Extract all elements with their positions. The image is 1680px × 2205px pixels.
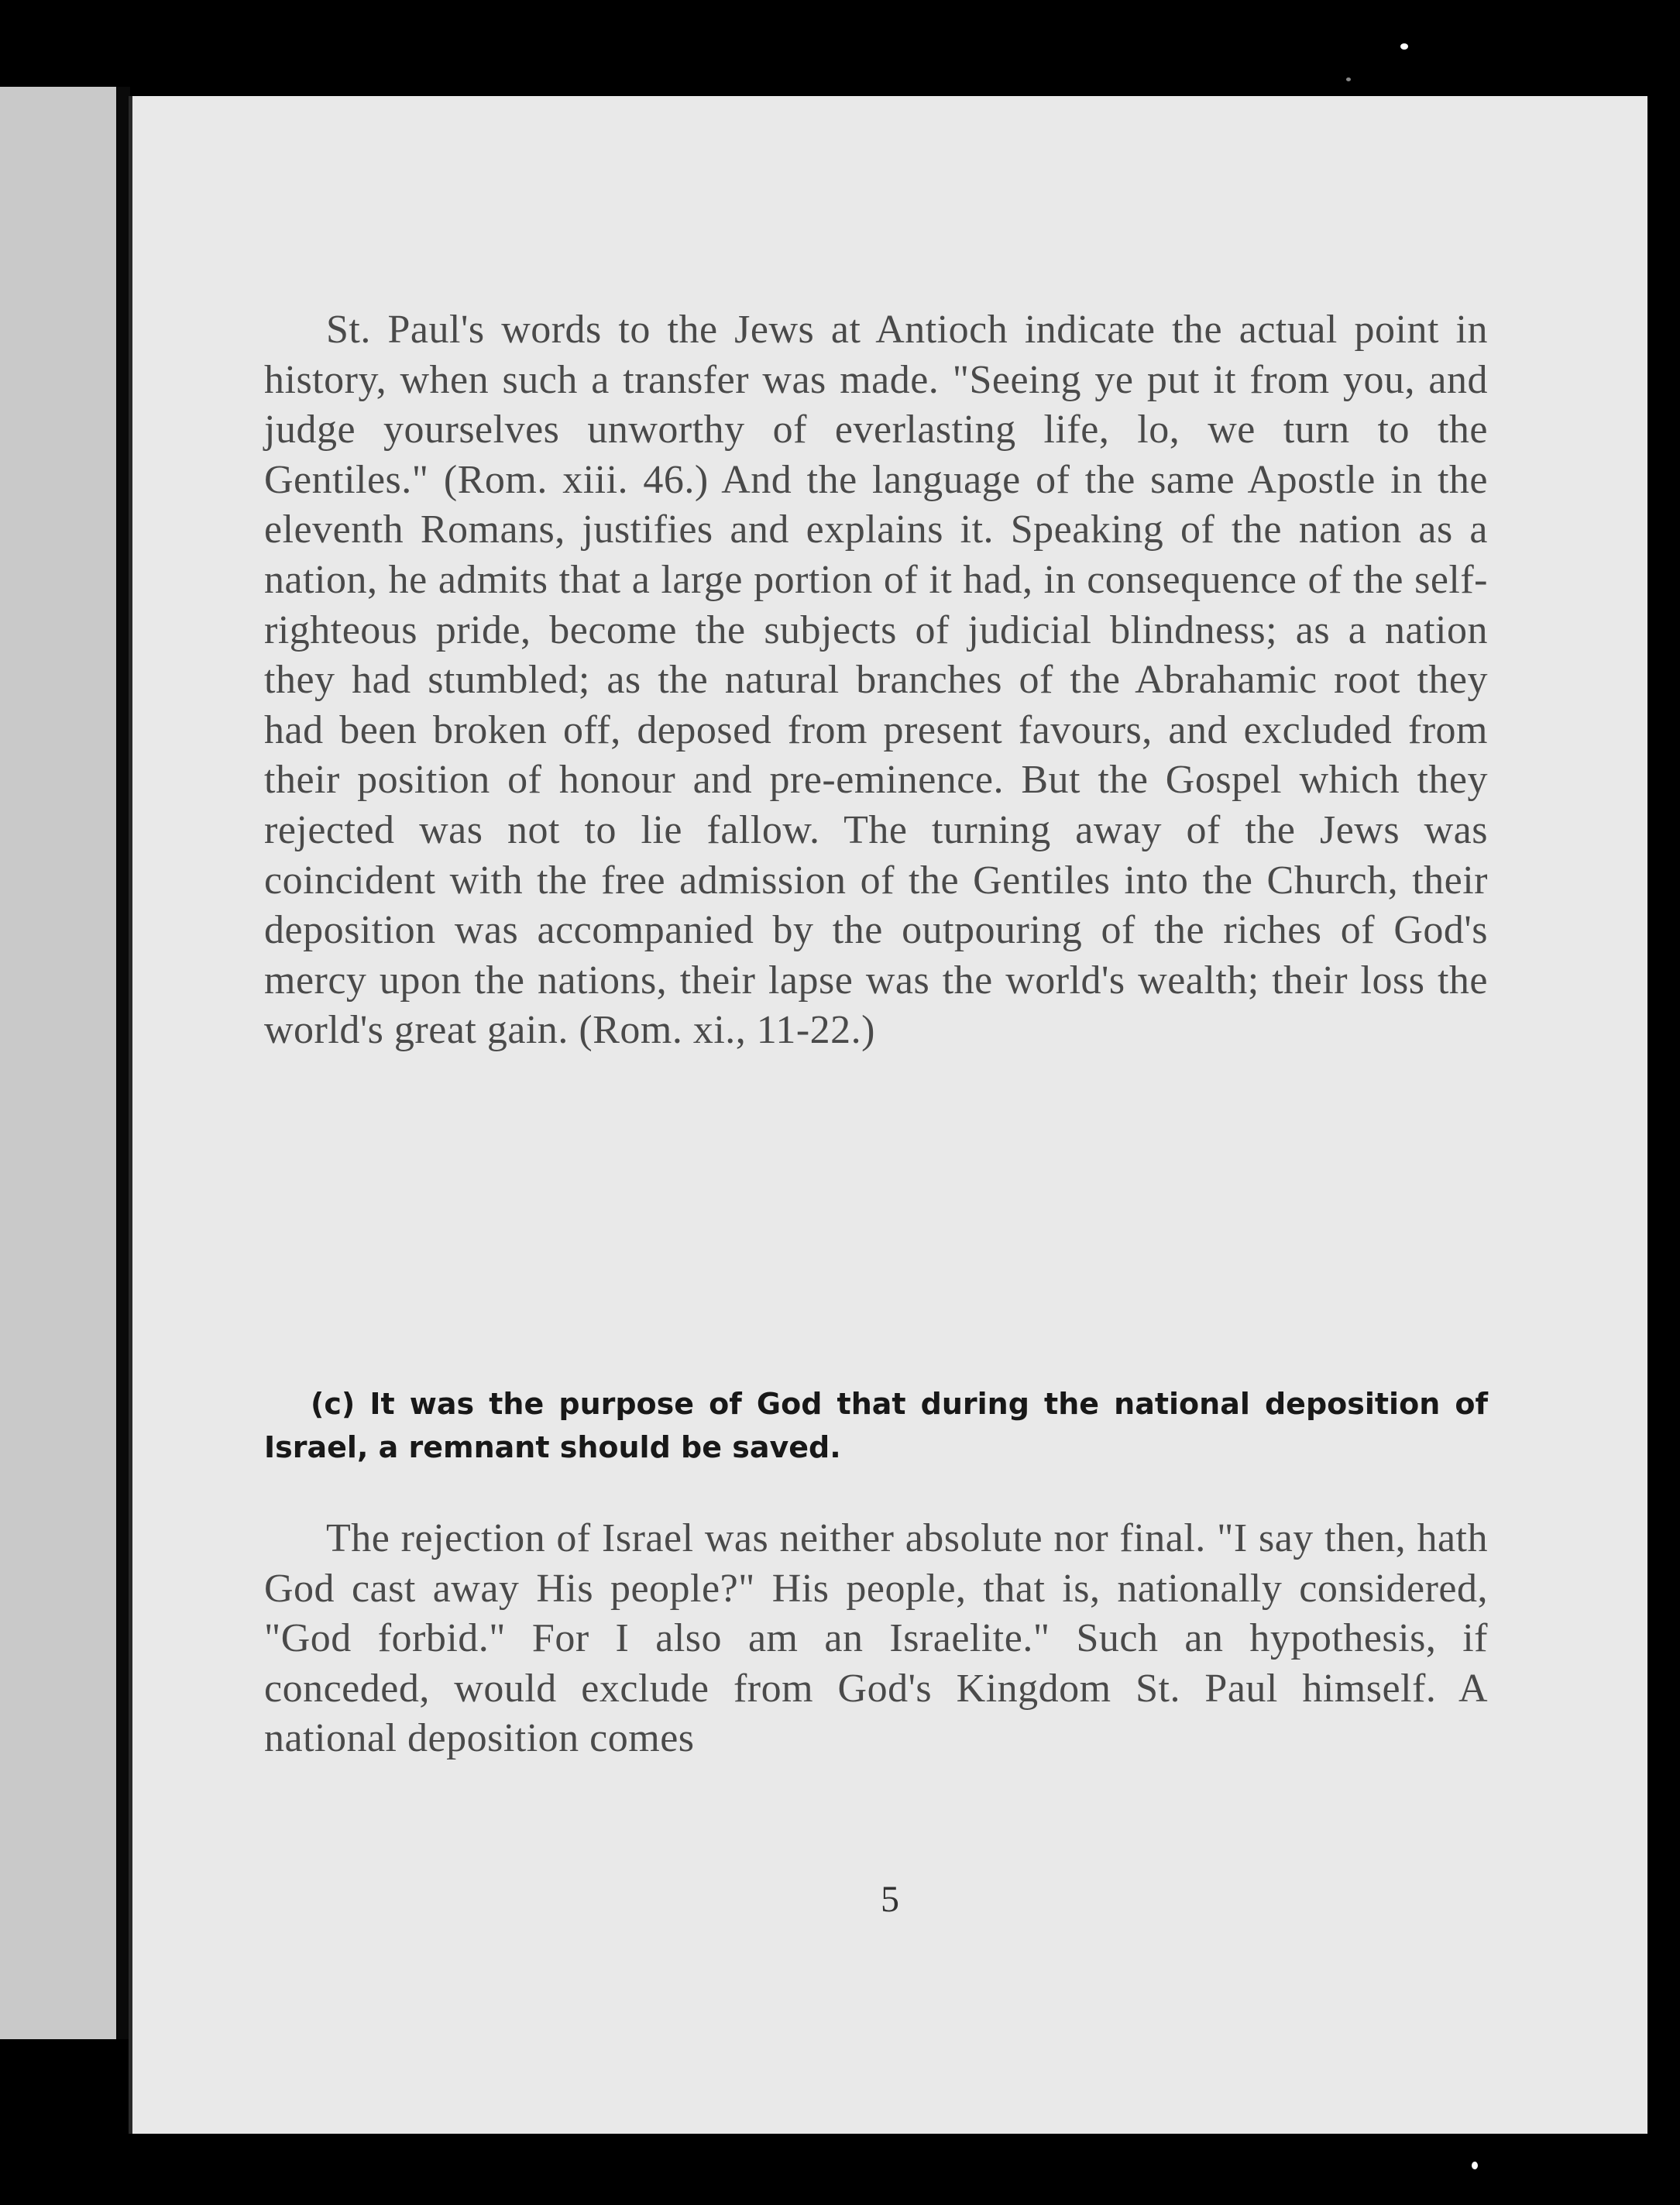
film-speck [1400, 43, 1408, 50]
book-page [129, 96, 1647, 2134]
body-paragraph-1: St. Paul's words to the Jews at Antioch indicate the actual point in history, when such a transfer was made. "Seeing ye put it from you, and judge yourselves unworthy of everlasting life, lo, we turn to the Gentiles." (Rom. xiii. 46.) And the language of the same Apostle in the eleventh Romans, justifies and explains it. Speaking of the nation as a nation, he admits that a large portion of it had, in consequence of the self-righteous pride, become the subjects of judicial blindness; as a nation they had stumbled; as the natural branches of the Abrahamic root they had been broken off, deposed from present favours, and excluded from their position of honour and pre-eminence. But the Gospel which they rejected was not to lie fallow. The turning away of the Jews was coincident with the free admission of the Gentiles into the Church, their deposition was accompanied by the outpouring of the riches of God's mercy upon the nations, their lapse was the world's wealth; their loss the world's great gain. (Rom. xi., 11-22.) [264, 308, 1488, 1053]
film-speck [1472, 2162, 1478, 2169]
page-number: 5 [881, 1879, 899, 1920]
body-paragraph-2: The rejection of Israel was neither absolute nor final. "I say then, hath God cast away His people?" His people, that is, nationally considered, "God forbid." For I also am an Israelite." Such an hypothesis, if conceded, would exclude from God's Kingdom St. Paul himself. A national deposition comes [264, 1516, 1488, 1761]
section-heading: (c) It was the purpose of God that during the national deposition of Israel, a remnant should be saved. [264, 1387, 1488, 1464]
film-speck [1346, 77, 1351, 81]
facing-page-edge [0, 87, 116, 2039]
